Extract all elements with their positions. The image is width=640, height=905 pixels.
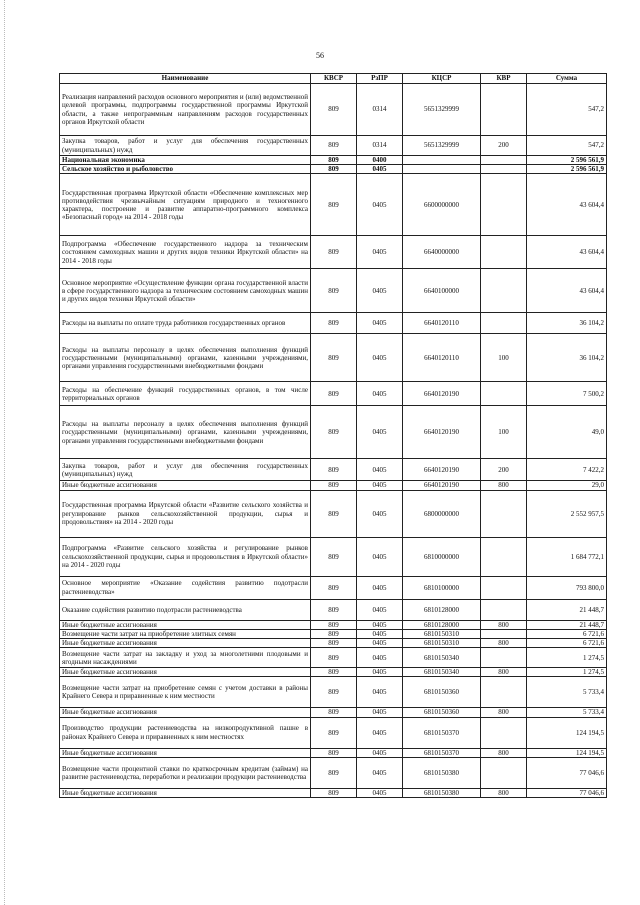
cell-rzpr: 0405 xyxy=(357,537,403,576)
table-row xyxy=(60,334,607,382)
cell-name: Закупка товаров, работ и услуг для обеспечения государственных (муниципальных) нужд xyxy=(60,459,311,481)
cell-sum: 43 604,4 xyxy=(527,174,607,236)
cell-name: Иные бюджетные ассигнования xyxy=(60,668,311,677)
table-body xyxy=(60,84,607,798)
cell-kvr xyxy=(481,313,527,334)
cell-name: Сельское хозяйство и рыболовство xyxy=(60,165,311,174)
cell-sum: 1 274,5 xyxy=(527,668,607,677)
cell-kcsr: 6810000000 xyxy=(403,537,481,576)
cell-kcsr: 6810150370 xyxy=(403,748,481,757)
cell-sum: 547,2 xyxy=(527,84,607,136)
cell-kvr: 100 xyxy=(481,406,527,459)
cell-kvr: 200 xyxy=(481,459,527,481)
cell-kvsr: 809 xyxy=(311,576,357,599)
cell-kcsr: 6810150310 xyxy=(403,639,481,648)
cell-rzpr: 0405 xyxy=(357,717,403,748)
cell-kcsr: 6800000000 xyxy=(403,490,481,537)
cell-name: Оказание содействия развитию подотрасли растениеводства xyxy=(60,599,311,620)
cell-sum: 43 604,4 xyxy=(527,269,607,313)
table-row xyxy=(60,576,607,599)
cell-sum: 6 721,6 xyxy=(527,639,607,648)
cell-kvr: 800 xyxy=(481,481,527,490)
cell-kcsr: 6810150360 xyxy=(403,708,481,717)
table-row xyxy=(60,313,607,334)
cell-rzpr: 0405 xyxy=(357,490,403,537)
cell-kvr xyxy=(481,174,527,236)
table-row xyxy=(60,639,607,648)
table-row xyxy=(60,757,607,788)
cell-kvr xyxy=(481,629,527,638)
header-row xyxy=(60,74,607,84)
cell-sum: 77 046,6 xyxy=(527,788,607,797)
cell-kcsr: 6640120190 xyxy=(403,459,481,481)
cell-kcsr: 6810128000 xyxy=(403,599,481,620)
cell-sum: 43 604,4 xyxy=(527,236,607,269)
cell-kvsr: 809 xyxy=(311,788,357,797)
cell-rzpr: 0405 xyxy=(357,757,403,788)
cell-kvsr: 809 xyxy=(311,236,357,269)
cell-sum: 7 500,2 xyxy=(527,382,607,406)
header-kcsr: КЦСР xyxy=(403,74,481,84)
cell-kcsr: 6810150380 xyxy=(403,757,481,788)
budget-table xyxy=(59,73,607,798)
cell-sum: 124 194,5 xyxy=(527,717,607,748)
table-row xyxy=(60,599,607,620)
table-row xyxy=(60,648,607,668)
table-row xyxy=(60,156,607,165)
cell-kvr: 800 xyxy=(481,788,527,797)
table-row xyxy=(60,629,607,638)
cell-rzpr: 0405 xyxy=(357,269,403,313)
cell-rzpr: 0405 xyxy=(357,382,403,406)
cell-name: Основное мероприятие «Оказание содействия развитию подотрасли растениеводства» xyxy=(60,576,311,599)
cell-rzpr: 0405 xyxy=(357,481,403,490)
cell-kvr xyxy=(481,599,527,620)
header-kvr: КВР xyxy=(481,74,527,84)
cell-rzpr: 0405 xyxy=(357,668,403,677)
cell-rzpr: 0405 xyxy=(357,165,403,174)
cell-kcsr: 6810100000 xyxy=(403,576,481,599)
cell-sum: 21 448,7 xyxy=(527,620,607,629)
page-number: 56 xyxy=(316,51,324,60)
cell-kvr: 800 xyxy=(481,748,527,757)
cell-rzpr: 0405 xyxy=(357,629,403,638)
cell-kvr xyxy=(481,576,527,599)
cell-kvsr: 809 xyxy=(311,629,357,638)
table-row xyxy=(60,269,607,313)
cell-sum: 793 800,0 xyxy=(527,576,607,599)
cell-kvsr: 809 xyxy=(311,639,357,648)
cell-kcsr xyxy=(403,156,481,165)
cell-kvsr: 809 xyxy=(311,382,357,406)
cell-sum: 547,2 xyxy=(527,136,607,156)
cell-kvr xyxy=(481,165,527,174)
cell-kcsr: 6810150340 xyxy=(403,648,481,668)
table-row xyxy=(60,165,607,174)
cell-sum: 49,0 xyxy=(527,406,607,459)
cell-name: Реализация направлений расходов основного мероприятия и (или) ведомственной целевой программы, подпрограммы государственной программы Иркутской области, а также непрограммным направлениям расходов государственных органов Иркутской области xyxy=(60,84,311,136)
cell-kcsr: 6640120190 xyxy=(403,382,481,406)
cell-rzpr: 0405 xyxy=(357,677,403,708)
cell-kvr xyxy=(481,84,527,136)
cell-kvr: 800 xyxy=(481,708,527,717)
scan-margin-marks xyxy=(4,0,7,905)
cell-sum: 36 104,2 xyxy=(527,334,607,382)
header-name: Наименование xyxy=(60,74,311,84)
cell-sum: 1 274,5 xyxy=(527,648,607,668)
cell-name: Государственная программа Иркутской области «Развитие сельского хозяйства и регулирование рынков сельскохозяйственной продукции, сырья и продовольствия» на 2014 - 2020 годы xyxy=(60,490,311,537)
cell-rzpr: 0405 xyxy=(357,313,403,334)
cell-kvr xyxy=(481,537,527,576)
table-header xyxy=(60,74,607,84)
table-row xyxy=(60,677,607,708)
table-row xyxy=(60,459,607,481)
cell-kvr xyxy=(481,236,527,269)
cell-name: Расходы на обеспечение функций государственных органов, в том числе территориальных органов xyxy=(60,382,311,406)
cell-kcsr: 6640100000 xyxy=(403,269,481,313)
table-row xyxy=(60,236,607,269)
cell-rzpr: 0405 xyxy=(357,639,403,648)
cell-sum: 124 194,5 xyxy=(527,748,607,757)
cell-kcsr: 6810150370 xyxy=(403,717,481,748)
cell-name: Подпрограмма «Обеспечение государственного надзора за техническим состоянием самоходных машин и других видов техники Иркутской области» на 2014 - 2018 годы xyxy=(60,236,311,269)
table-row xyxy=(60,490,607,537)
cell-sum: 21 448,7 xyxy=(527,599,607,620)
cell-rzpr: 0405 xyxy=(357,620,403,629)
cell-kvsr: 809 xyxy=(311,717,357,748)
cell-sum: 5 733,4 xyxy=(527,708,607,717)
header-kvsr: КВСР xyxy=(311,74,357,84)
cell-name: Основное мероприятие «Осуществление функции органа государственной власти в сфере государственного надзора за техническим состоянием самоходных машин и других видов техники Иркутской области» xyxy=(60,269,311,313)
cell-name: Подпрограмма «Развитие сельского хозяйства и регулирование рынков сельскохозяйственной продукции, сырья и продовольствия в Иркутской области» на 2014 - 2020 годы xyxy=(60,537,311,576)
cell-name: Иные бюджетные ассигнования xyxy=(60,639,311,648)
cell-sum: 5 733,4 xyxy=(527,677,607,708)
cell-kvsr: 809 xyxy=(311,156,357,165)
cell-kvsr: 809 xyxy=(311,668,357,677)
cell-sum: 2 552 957,5 xyxy=(527,490,607,537)
cell-kcsr: 6810150380 xyxy=(403,788,481,797)
cell-rzpr: 0314 xyxy=(357,84,403,136)
cell-name: Возмещение части процентной ставки по краткосрочным кредитам (займам) на развитие растениеводства, переработки и реализации продукции растениеводства xyxy=(60,757,311,788)
cell-kvr xyxy=(481,648,527,668)
cell-kvr: 800 xyxy=(481,639,527,648)
table-row xyxy=(60,481,607,490)
cell-name: Национальная экономика xyxy=(60,156,311,165)
cell-rzpr: 0405 xyxy=(357,599,403,620)
cell-kvr xyxy=(481,717,527,748)
cell-rzpr: 0405 xyxy=(357,236,403,269)
cell-kvsr: 809 xyxy=(311,313,357,334)
cell-kvr: 200 xyxy=(481,136,527,156)
cell-name: Иные бюджетные ассигнования xyxy=(60,620,311,629)
table-row xyxy=(60,708,607,717)
table-row xyxy=(60,136,607,156)
cell-kcsr: 6810128000 xyxy=(403,620,481,629)
cell-kvsr: 809 xyxy=(311,648,357,668)
cell-kvsr: 809 xyxy=(311,677,357,708)
cell-name: Иные бюджетные ассигнования xyxy=(60,788,311,797)
cell-kvr xyxy=(481,677,527,708)
cell-kvr xyxy=(481,490,527,537)
cell-rzpr: 0405 xyxy=(357,788,403,797)
cell-rzpr: 0405 xyxy=(357,748,403,757)
cell-kcsr: 5651329999 xyxy=(403,84,481,136)
table-row xyxy=(60,788,607,797)
cell-kvr: 800 xyxy=(481,620,527,629)
cell-kvsr: 809 xyxy=(311,165,357,174)
cell-rzpr: 0405 xyxy=(357,334,403,382)
cell-kcsr: 6600000000 xyxy=(403,174,481,236)
cell-name: Иные бюджетные ассигнования xyxy=(60,708,311,717)
cell-sum: 36 104,2 xyxy=(527,313,607,334)
cell-kcsr: 6640120110 xyxy=(403,313,481,334)
table-row xyxy=(60,748,607,757)
cell-rzpr: 0405 xyxy=(357,174,403,236)
cell-name: Возмещение части затрат на закладку и уход за многолетними плодовыми и ягодными насаждениями xyxy=(60,648,311,668)
table-row xyxy=(60,668,607,677)
cell-name: Производство продукции растениеводства на низкопродуктивной пашне в районах Крайнего Севера и приравненных к ним местностях xyxy=(60,717,311,748)
cell-kvr xyxy=(481,382,527,406)
cell-rzpr: 0405 xyxy=(357,459,403,481)
header-sum: Сумма xyxy=(527,74,607,84)
table-row xyxy=(60,84,607,136)
cell-name: Расходы на выплаты персоналу в целях обеспечения выполнения функций государственными (муниципальными) органами, казенными учреждениями, органами управления государственными внебюджетными фондами xyxy=(60,334,311,382)
cell-kvsr: 809 xyxy=(311,459,357,481)
cell-kcsr xyxy=(403,165,481,174)
cell-kvsr: 809 xyxy=(311,481,357,490)
cell-kcsr: 6810150360 xyxy=(403,677,481,708)
cell-kvr xyxy=(481,156,527,165)
cell-name: Возмещение части затрат на приобретение элитных семян xyxy=(60,629,311,638)
cell-kvr: 100 xyxy=(481,334,527,382)
table-row xyxy=(60,620,607,629)
cell-kvsr: 809 xyxy=(311,748,357,757)
table-row xyxy=(60,406,607,459)
cell-kvsr: 809 xyxy=(311,84,357,136)
cell-kvsr: 809 xyxy=(311,620,357,629)
cell-kvsr: 809 xyxy=(311,537,357,576)
cell-kcsr: 5651329999 xyxy=(403,136,481,156)
cell-kvsr: 809 xyxy=(311,334,357,382)
table-row xyxy=(60,382,607,406)
cell-kcsr: 6640120110 xyxy=(403,334,481,382)
header-rzpr: РзПР xyxy=(357,74,403,84)
cell-name: Расходы на выплаты по оплате труда работников государственных органов xyxy=(60,313,311,334)
cell-kcsr: 6810150340 xyxy=(403,668,481,677)
table-row xyxy=(60,537,607,576)
cell-kvsr: 809 xyxy=(311,599,357,620)
cell-kvr xyxy=(481,269,527,313)
cell-rzpr: 0405 xyxy=(357,708,403,717)
cell-name: Иные бюджетные ассигнования xyxy=(60,481,311,490)
table-row xyxy=(60,174,607,236)
cell-sum: 2 596 561,9 xyxy=(527,156,607,165)
cell-rzpr: 0405 xyxy=(357,648,403,668)
cell-kvsr: 809 xyxy=(311,757,357,788)
cell-sum: 77 046,6 xyxy=(527,757,607,788)
cell-kvsr: 809 xyxy=(311,269,357,313)
cell-sum: 7 422,2 xyxy=(527,459,607,481)
cell-rzpr: 0405 xyxy=(357,406,403,459)
cell-kcsr: 6640120190 xyxy=(403,406,481,459)
cell-rzpr: 0314 xyxy=(357,136,403,156)
cell-rzpr: 0400 xyxy=(357,156,403,165)
cell-sum: 2 596 561,9 xyxy=(527,165,607,174)
cell-kvr: 800 xyxy=(481,668,527,677)
cell-name: Расходы на выплаты персоналу в целях обеспечения выполнения функций государственными (муниципальными) органами, казенными учреждениями, органами управления государственными внебюджетными фондами xyxy=(60,406,311,459)
cell-kvr xyxy=(481,757,527,788)
cell-kvsr: 809 xyxy=(311,406,357,459)
cell-kvsr: 809 xyxy=(311,708,357,717)
cell-name: Государственная программа Иркутской области «Обеспечение комплексных мер противодействия чрезвычайным ситуациям природного и техногенного характера, построение и развитие аппаратно-программного комплекса «Безопасный город» на 2014 - 2018 годы xyxy=(60,174,311,236)
cell-kcsr: 6640000000 xyxy=(403,236,481,269)
cell-kcsr: 6640120190 xyxy=(403,481,481,490)
cell-name: Возмещение части затрат на приобретение семян с учетом доставки в районы Крайнего Севера и приравненные к ним местности xyxy=(60,677,311,708)
table-row xyxy=(60,717,607,748)
cell-sum: 29,0 xyxy=(527,481,607,490)
cell-kcsr: 6810150310 xyxy=(403,629,481,638)
cell-name: Закупка товаров, работ и услуг для обеспечения государственных (муниципальных) нужд xyxy=(60,136,311,156)
cell-kvsr: 809 xyxy=(311,174,357,236)
cell-rzpr: 0405 xyxy=(357,576,403,599)
cell-sum: 6 721,6 xyxy=(527,629,607,638)
cell-sum: 1 684 772,1 xyxy=(527,537,607,576)
cell-name: Иные бюджетные ассигнования xyxy=(60,748,311,757)
cell-kvsr: 809 xyxy=(311,490,357,537)
cell-kvsr: 809 xyxy=(311,136,357,156)
